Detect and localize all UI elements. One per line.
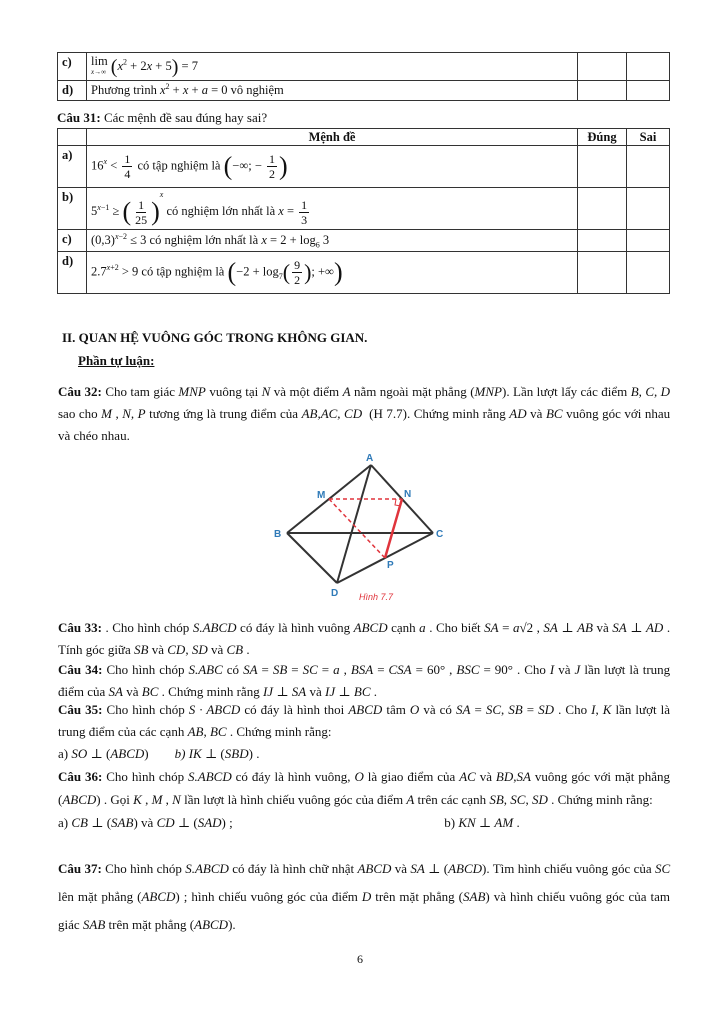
pyramid-edges (287, 465, 433, 583)
label-D: D (331, 588, 339, 599)
label-B: B (274, 529, 282, 540)
section-subtitle: Phần tự luận: (78, 353, 155, 368)
q36-text: Câu 36: Cho hình chóp S.ABCD có đáy là hình vuông, O là giao điểm của AC và BD,SA vuông góc với mặt phẳng (ABCD) . Gọi K , M , N lần lượt là hình chiếu vuông góc của điểm A trên các cạnh SB, SC, SD . Chứng minh rằng: a) CB ⊥ (SAB) và CD ⊥ (SAD) ; b) KN ⊥ AM . (58, 769, 671, 830)
label-P: P (387, 560, 394, 571)
edge-AD (337, 465, 371, 583)
row-label: a) (58, 146, 87, 188)
limit-statement: lim x→∞ $(x^2 + 2x + 5) = 7$ (87, 53, 578, 81)
equation-statement: Phương trình $x^2 + x + a = 0$ vô nghiệm (87, 81, 578, 101)
true-cell[interactable] (578, 81, 627, 101)
segment-NP (385, 499, 402, 558)
true-cell[interactable] (578, 53, 627, 81)
statement-c: $(0,3)^{x-2} \le 3$ có nghiệm lớn nhất là $x = 2 + \log_6 3$ (87, 230, 578, 252)
corner-cell (58, 129, 87, 146)
q33-text: Câu 33: . Cho hình chóp S.ABCD có đáy là hình vuông ABCD cạnh a . Cho biết SA = a√2 , SA ⊥ AB và SA ⊥ AD . Tính góc giữa SB và CD, SD và CB . (58, 620, 671, 657)
false-cell[interactable] (627, 230, 670, 252)
q34-text: Câu 34: Cho hình chóp S.ABC có SA = SB = SC = a , BSA = CSA = 60° , BSC = 90° . Cho I và J lần lượt là trung điểm của SA và BC . Chứng minh rằng IJ ⊥ SA và IJ ⊥ BC . (58, 662, 671, 699)
label-C: C (436, 529, 444, 540)
false-cell[interactable] (627, 81, 670, 101)
label-A: A (366, 453, 374, 464)
false-header: Sai (627, 129, 670, 146)
page-number: 6 (357, 952, 363, 966)
prev-table (57, 52, 670, 101)
true-cell[interactable] (578, 230, 627, 252)
q32-text: Câu 32: Cho tam giác MNP vuông tại N và một điểm A nằm ngoài mặt phẳng (MNP). Lần lượt lấy các điểm B, C, D sao cho M , N, P tương ứng là trung điểm của AB,AC, CD (H 7.7). Chứng minh rằng AD và BC vuông góc với nhau và chéo nhau. (58, 384, 671, 443)
q31-table (57, 128, 670, 294)
false-cell[interactable] (627, 252, 670, 294)
q37-text: Câu 37: Cho hình chóp S.ABCD có đáy là hình chữ nhật ABCD và SA ⊥ (ABCD). Tìm hình chiếu vuông góc của SC lên mặt phẳng (ABCD) ; hình chiếu vuông góc của điểm D trên mặt phẳng (SAB) và hình chiếu vuông góc của tam giác SAB trên mặt phẳng (ABCD). (58, 861, 671, 932)
statement-header: Mệnh đề (87, 129, 578, 146)
false-cell[interactable] (627, 53, 670, 81)
label-M: M (317, 490, 326, 501)
true-cell[interactable] (578, 146, 627, 188)
statement-a: $16^x$ < $\frac{1}{4}$ có tập nghiệm là (−∞; − $\frac{1}{2}$ ) (87, 146, 578, 188)
section-title: II. QUAN HỆ VUÔNG GÓC TRONG KHÔNG GIAN. (62, 330, 368, 345)
edge-BD (287, 533, 337, 583)
false-cell[interactable] (627, 146, 670, 188)
label-N: N (404, 489, 412, 500)
segment-MP (329, 499, 385, 558)
q35-text: Câu 35: Cho hình chóp S · ABCD có đáy là hình thoi ABCD tâm O và có SA = SC, SB = SD . Cho I, K lần lượt là trung điểm của các cạnh AB, BC . Chứng minh rằng: a) SO ⊥ (ABCD) b) IK ⊥ (SBD) . (58, 702, 670, 761)
true-cell[interactable] (578, 252, 627, 294)
statement-b: $5^{x-1}$ ≥ ( $\frac{1}{25}$ )$^x$ có nghiệm lớn nhất là x = $\frac{1}{3}$ (87, 188, 578, 230)
q31-heading: Câu 31: Các mệnh đề sau đúng hay sai? (57, 110, 268, 125)
row-label: d) (58, 252, 87, 294)
row-label: d) (58, 81, 87, 101)
true-header: Đúng (578, 129, 627, 146)
statement-d: $2.7^{x+2} > 9$ có tập nghiệm là ($-2 + \log_7$( $\frac{9}{2}$ ); +∞) (87, 252, 578, 294)
false-cell[interactable] (627, 188, 670, 230)
row-label: b) (58, 188, 87, 230)
midpoint-triangle (329, 499, 402, 558)
figure-7-7 (265, 450, 455, 610)
true-cell[interactable] (578, 188, 627, 230)
row-label: c) (58, 230, 87, 252)
row-label: c) (58, 53, 87, 81)
figure-caption: Hình 7.7 (359, 592, 394, 602)
